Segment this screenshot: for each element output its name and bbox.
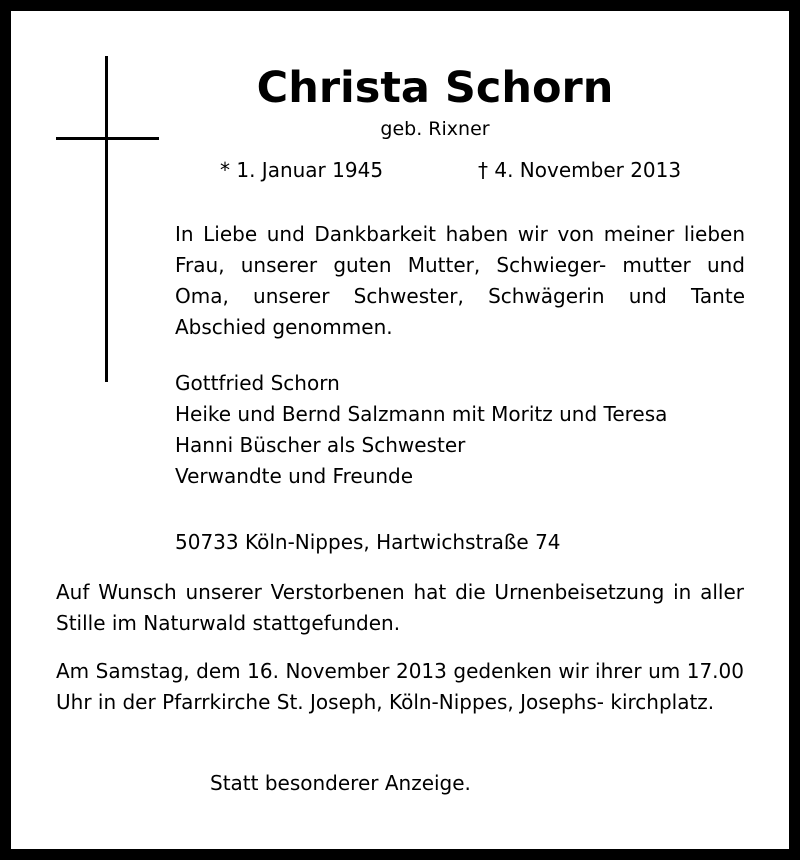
maiden-name: geb. Rixner [380,118,490,140]
mourner-item: Heike und Bernd Salzmann mit Moritz und Teresa [175,402,668,426]
family-address: 50733 Köln-Nippes, Hartwichstraße 74 [175,530,561,554]
paragraph-line: Auf Wunsch unserer Verstorbenen hat die Urnenbeisetzung [56,580,665,604]
burial-paragraph [56,577,744,639]
birth-date: * 1. Januar 1945 [220,158,384,182]
mourners-list [175,368,667,492]
paragraph-line: kirchplatz. [610,690,715,714]
farewell-paragraph [175,219,745,343]
paragraph-line: Am Samstag, dem 16. November 2013 gedenken wir ihrer um [56,659,681,683]
paragraph-line: und Tante Abschied genommen. [175,284,746,339]
memorial-service-paragraph [56,656,744,718]
paragraph-line: mutter und Oma, unserer Schwester, Schwägerin [175,253,745,308]
mourner-item: Hanni Büscher als Schwester [175,433,466,457]
deceased-name: Christa Schorn [256,63,614,113]
mourner-item: Verwandte und Freunde [175,464,414,488]
notice-footer: Statt besonderer Anzeige. [210,771,471,795]
paragraph-line: lieben Frau, unserer guten Mutter, Schwieger- [175,222,746,277]
cross-vertical-bar [105,56,108,382]
death-date: † 4. November 2013 [478,158,682,182]
cross-horizontal-bar [56,137,159,140]
paragraph-line: in aller Stille im Naturwald stattgefunden. [56,580,744,635]
mourner-item: Gottfried Schorn [175,371,340,395]
paragraph-line: In Liebe und Dankbarkeit haben wir von meiner [175,222,675,246]
paragraph-line: 17.00 Uhr in der Pfarrkirche St. Joseph, Köln-Nippes, Josephs- [56,659,744,714]
